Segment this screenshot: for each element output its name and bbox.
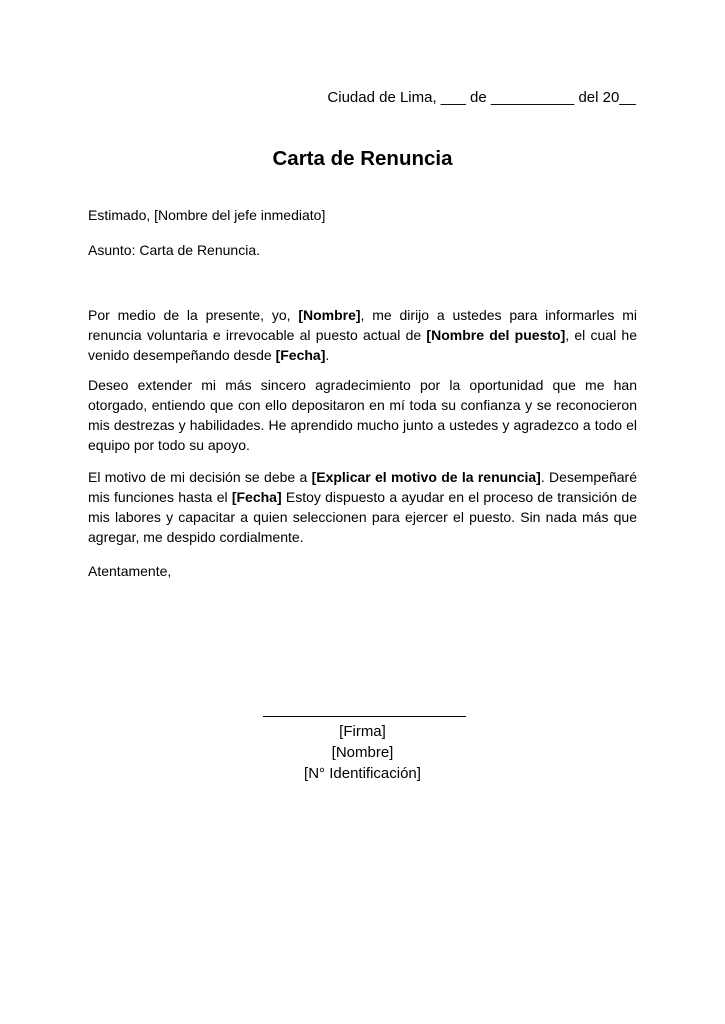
place-date-line: Ciudad de Lima, ___ de __________ del 20__ xyxy=(327,89,636,106)
letter-title: Carta de Renuncia xyxy=(272,147,453,170)
paragraph-reason xyxy=(88,467,637,547)
paragraph-reason-text-3: Estoy dispuesto a ayudar en el proceso de transición de mis labores y capacitar a quien seleccionen para ejercer el puesto. Sin nada más que agregar, me despido cordialmente. xyxy=(88,489,637,545)
signature-identificacion: [N° Identificación] xyxy=(304,765,421,782)
placeholder-fecha-fin: [Fecha] xyxy=(231,489,282,505)
salutation: Estimado, [Nombre del jefe inmediato] xyxy=(88,207,326,223)
paragraph-intro-text-4: . xyxy=(325,347,330,363)
signature-firma: [Firma] xyxy=(339,723,386,740)
paragraph-reason-text-2: . Desempeñaré mis funciones hasta el xyxy=(88,469,637,505)
paragraph-reason-text-1: El motivo de mi decisión se debe a xyxy=(88,469,312,485)
paragraph-intro-text-1: Por medio de la presente, yo, xyxy=(88,307,299,323)
placeholder-fecha: [Fecha] xyxy=(275,347,326,363)
placeholder-nombre: [Nombre] xyxy=(298,307,361,323)
paragraph-intro-text-3: , el cual he venido desempeñando desde xyxy=(88,327,637,363)
paragraph-intro-text-2: , me dirijo a ustedes para informarles mi renuncia voluntaria e irrevocable al puesto actual de xyxy=(88,307,637,343)
signature-line xyxy=(263,716,466,717)
signature-nombre: [Nombre] xyxy=(331,744,394,761)
signature-block xyxy=(0,721,725,784)
closing: Atentamente, xyxy=(88,563,172,579)
placeholder-nombre-puesto: [Nombre del puesto] xyxy=(426,327,566,343)
subject-line: Asunto: Carta de Renuncia. xyxy=(88,242,260,258)
paragraph-gratitude: Deseo extender mi más sincero agradecimiento por la oportunidad que me han otorgado, entiendo que con ello depositaron en mí toda su confianza y se reconocieron mis destrezas y habilidades. He aprendido mucho junto a ustedes y agradezco a todo el equipo por todo su apoyo. xyxy=(88,377,637,453)
placeholder-motivo: [Explicar el motivo de la renuncia] xyxy=(311,469,541,485)
paragraph-intro xyxy=(88,305,637,365)
